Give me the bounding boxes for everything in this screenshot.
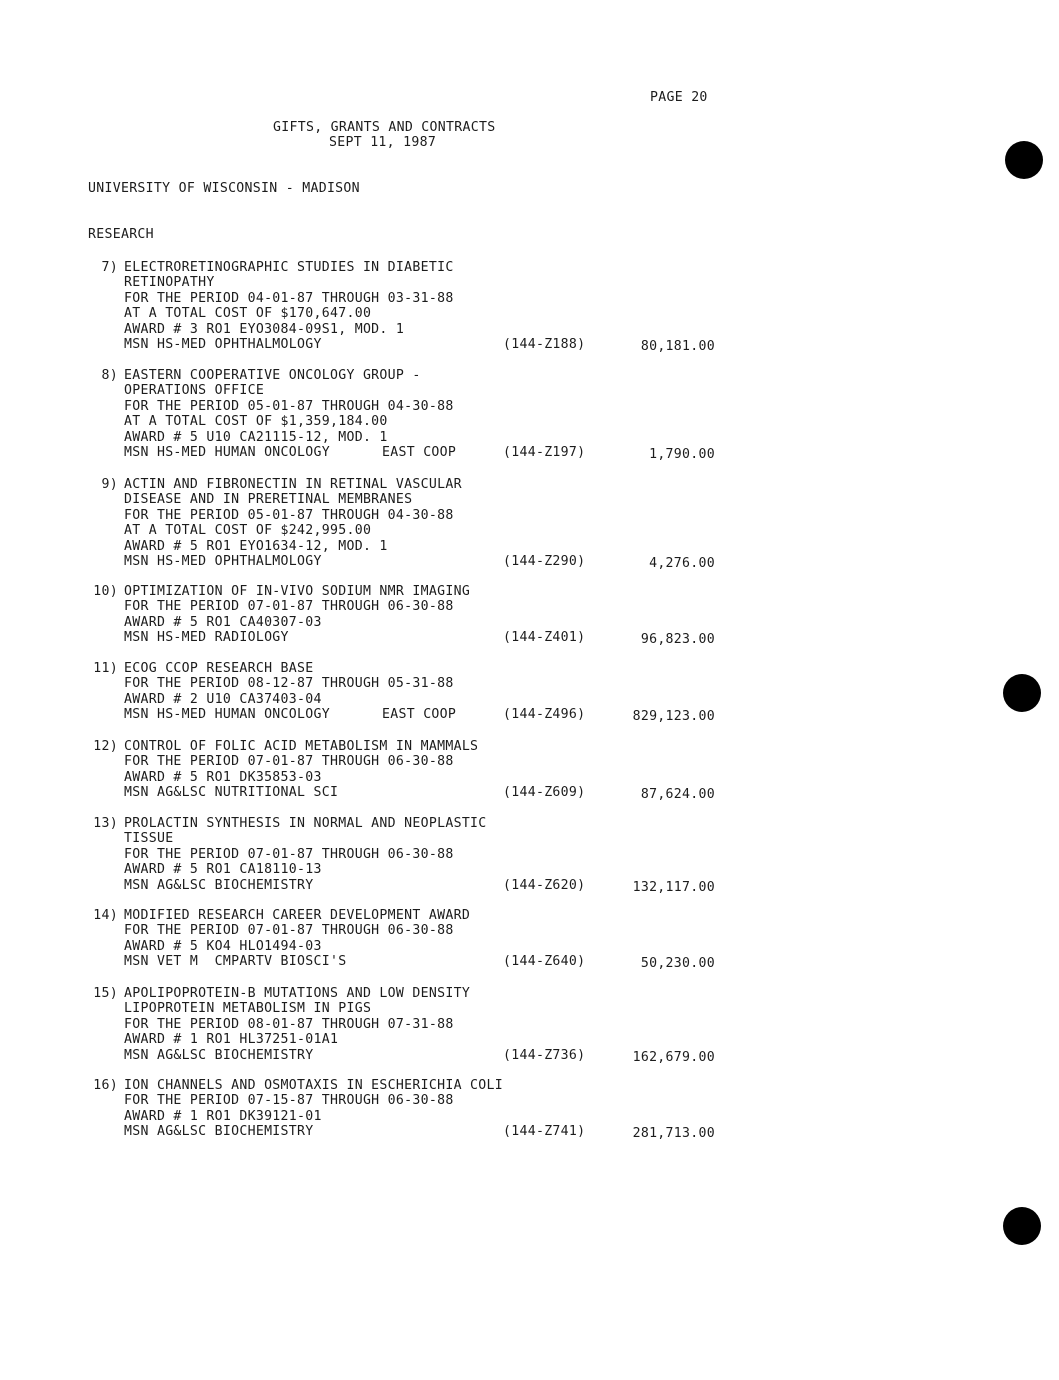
entry-line: OPTIMIZATION OF IN-VIVO SODIUM NMR IMAGING bbox=[124, 584, 471, 599]
entry-line: AWARD # 1 RO1 DK39121-01 bbox=[124, 1108, 322, 1124]
entry-line: MSN AG&LSC NUTRITIONAL SCI bbox=[124, 785, 339, 801]
entry-line: FOR THE PERIOD 07-01-87 THROUGH 06-30-88 bbox=[124, 923, 454, 939]
entry-line: MSN HS-MED OPHTHALMOLOGY bbox=[124, 554, 322, 569]
entry-line: MODIFIED RESEARCH CAREER DEVELOPMENT AWARD bbox=[124, 908, 471, 923]
document-date: SEPT 11, 1987 bbox=[329, 135, 437, 150]
entry-account-code: (144-Z741) bbox=[503, 1124, 586, 1140]
entry-amount: 87,624.00 bbox=[640, 787, 715, 803]
entry-number: 11) bbox=[93, 661, 118, 676]
entry-line: ELECTRORETINOGRAPHIC STUDIES IN DIABETIC bbox=[124, 260, 454, 275]
entry-amount: 1,790.00 bbox=[649, 447, 715, 462]
entry-line: FOR THE PERIOD 07-15-87 THROUGH 06-30-88 bbox=[124, 1093, 454, 1109]
entry-line: DISEASE AND IN PRERETINAL MEMBRANES bbox=[124, 492, 413, 508]
entry-line: AWARD # 5 U10 CA21115-12, MOD. 1 bbox=[124, 429, 388, 445]
entry-line: AWARD # 5 RO1 DK35853-03 bbox=[124, 769, 322, 785]
entry-line: FOR THE PERIOD 07-01-87 THROUGH 06-30-88 bbox=[124, 599, 454, 615]
entry-line: MSN HS-MED OPHTHALMOLOGY bbox=[124, 337, 322, 352]
entry-account-code: (144-Z290) bbox=[503, 554, 586, 569]
entry-line: AWARD # 2 U10 CA37403-04 bbox=[124, 691, 322, 707]
entry-amount: 281,713.00 bbox=[632, 1126, 715, 1142]
entry-line: AT A TOTAL COST OF $170,647.00 bbox=[124, 306, 372, 322]
entry-amount: 4,276.00 bbox=[649, 556, 715, 571]
entry-number: 12) bbox=[93, 739, 118, 754]
entry-line: AWARD # 5 RO1 CA18110-13 bbox=[124, 862, 322, 878]
entry-line: OPERATIONS OFFICE bbox=[124, 383, 265, 399]
page-number: PAGE 20 bbox=[650, 90, 708, 105]
entry-line: ACTIN AND FIBRONECTIN IN RETINAL VASCULAR bbox=[124, 477, 462, 492]
entry-line: AT A TOTAL COST OF $242,995.00 bbox=[124, 523, 372, 539]
entry-line: FOR THE PERIOD 05-01-87 THROUGH 04-30-88 bbox=[124, 507, 454, 523]
entry-line: FOR THE PERIOD 05-01-87 THROUGH 04-30-88 bbox=[124, 398, 454, 414]
entry-account-code: (144-Z736) bbox=[503, 1047, 586, 1063]
entry-line: LIPOPROTEIN METABOLISM IN PIGS bbox=[124, 1001, 372, 1017]
punch-hole bbox=[1003, 1207, 1041, 1245]
entry-number: 10) bbox=[93, 584, 118, 599]
entry-account-code: (144-Z197) bbox=[503, 445, 586, 460]
section-heading: RESEARCH bbox=[88, 227, 154, 242]
entry-department-note: EAST COOP bbox=[382, 445, 457, 460]
entry-line: AWARD # 5 KO4 HLO1494-03 bbox=[124, 938, 322, 954]
entry-line: MSN AG&LSC BIOCHEMISTRY bbox=[124, 1047, 314, 1063]
entry-line: RETINOPATHY bbox=[124, 275, 215, 291]
institution-name: UNIVERSITY OF WISCONSIN - MADISON bbox=[88, 181, 360, 196]
entry-line: FOR THE PERIOD 07-01-87 THROUGH 06-30-88 bbox=[124, 754, 454, 770]
punch-hole bbox=[1003, 674, 1041, 712]
entry-account-code: (144-Z640) bbox=[503, 954, 586, 970]
entry-line: FOR THE PERIOD 04-01-87 THROUGH 03-31-88 bbox=[124, 290, 454, 306]
entry-line: FOR THE PERIOD 07-01-87 THROUGH 06-30-88 bbox=[124, 846, 454, 862]
entry-line: AWARD # 5 RO1 CA40307-03 bbox=[124, 614, 322, 630]
entry-line: ION CHANNELS AND OSMOTAXIS IN ESCHERICHIA COLI bbox=[124, 1078, 504, 1093]
entry-line: MSN VET M CMPARTV BIOSCI'S bbox=[124, 954, 347, 970]
entry-line: MSN HS-MED HUMAN ONCOLOGY bbox=[124, 445, 330, 460]
entry-line: ECOG CCOP RESEARCH BASE bbox=[124, 661, 314, 676]
entry-amount: 829,123.00 bbox=[632, 709, 715, 725]
entry-account-code: (144-Z620) bbox=[503, 877, 586, 893]
entry-line: AWARD # 3 RO1 EYO3084-09S1, MOD. 1 bbox=[124, 321, 405, 337]
entry-line: MSN HS-MED RADIOLOGY bbox=[124, 630, 289, 646]
entry-line: PROLACTIN SYNTHESIS IN NORMAL AND NEOPLASTIC bbox=[124, 816, 487, 831]
entry-number: 14) bbox=[93, 908, 118, 923]
entry-line: MSN AG&LSC BIOCHEMISTRY bbox=[124, 877, 314, 893]
entry-amount: 162,679.00 bbox=[632, 1049, 715, 1065]
entry-line: APOLIPOPROTEIN-B MUTATIONS AND LOW DENSITY bbox=[124, 986, 471, 1001]
entry-line: FOR THE PERIOD 08-01-87 THROUGH 07-31-88 bbox=[124, 1016, 454, 1032]
entry-line: MSN HS-MED HUMAN ONCOLOGY bbox=[124, 707, 330, 723]
entry-account-code: (144-Z401) bbox=[503, 630, 586, 646]
entry-number: 15) bbox=[93, 986, 118, 1001]
entry-line: AWARD # 5 RO1 EYO1634-12, MOD. 1 bbox=[124, 538, 388, 554]
entry-account-code: (144-Z188) bbox=[503, 337, 586, 352]
entry-line: TISSUE bbox=[124, 831, 174, 847]
entry-line: FOR THE PERIOD 08-12-87 THROUGH 05-31-88 bbox=[124, 676, 454, 692]
entry-account-code: (144-Z496) bbox=[503, 707, 586, 723]
punch-hole bbox=[1005, 141, 1043, 179]
entry-line: MSN AG&LSC BIOCHEMISTRY bbox=[124, 1124, 314, 1140]
entry-line: EASTERN COOPERATIVE ONCOLOGY GROUP - bbox=[124, 368, 421, 383]
entry-line: AWARD # 1 RO1 HL37251-01A1 bbox=[124, 1032, 339, 1048]
entry-amount: 96,823.00 bbox=[640, 632, 715, 648]
document-title: GIFTS, GRANTS AND CONTRACTS bbox=[273, 120, 496, 135]
entry-number: 7) bbox=[101, 260, 118, 275]
entry-account-code: (144-Z609) bbox=[503, 785, 586, 801]
entry-amount: 132,117.00 bbox=[632, 879, 715, 895]
entry-line: CONTROL OF FOLIC ACID METABOLISM IN MAMMALS bbox=[124, 739, 479, 754]
entry-amount: 80,181.00 bbox=[640, 339, 715, 354]
entry-amount: 50,230.00 bbox=[640, 956, 715, 972]
entry-line: AT A TOTAL COST OF $1,359,184.00 bbox=[124, 414, 388, 430]
entry-department-note: EAST COOP bbox=[382, 707, 457, 723]
entry-number: 9) bbox=[101, 477, 118, 492]
entry-number: 16) bbox=[93, 1078, 118, 1093]
entry-number: 13) bbox=[93, 816, 118, 831]
entry-number: 8) bbox=[101, 368, 118, 383]
